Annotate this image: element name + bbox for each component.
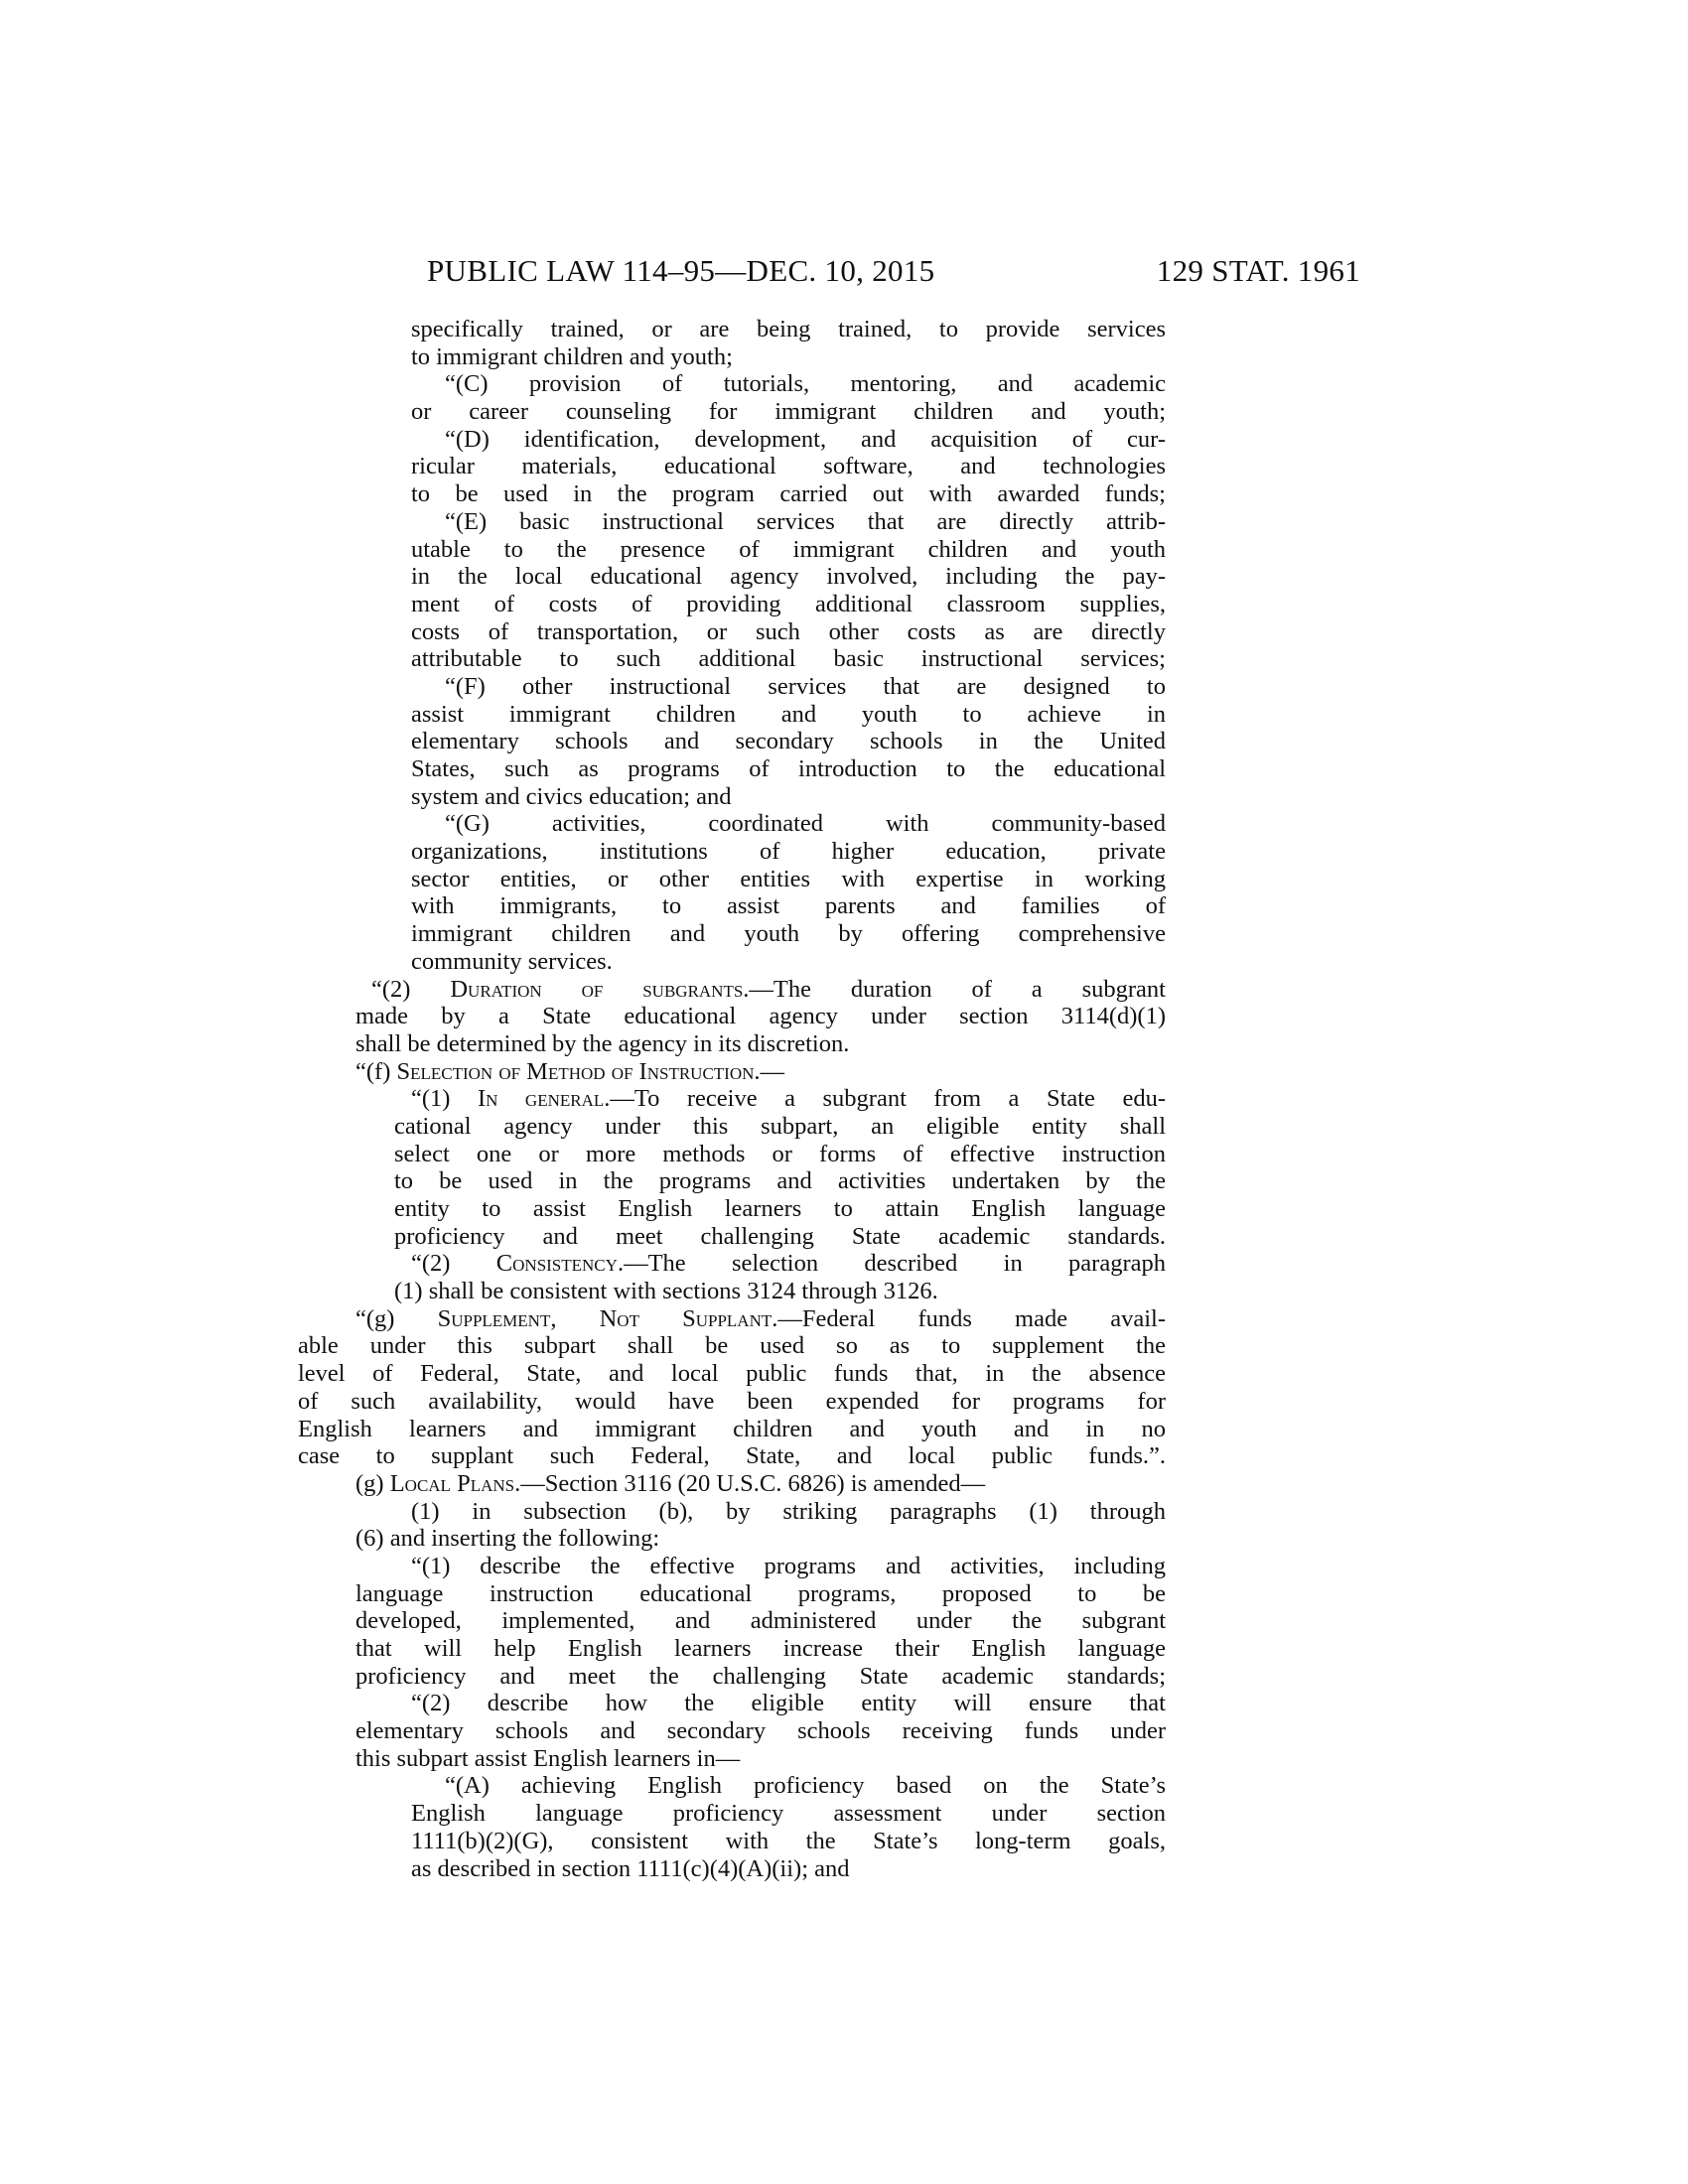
text-fragment: .— (754, 1057, 785, 1085)
subsection-selection-of-method (298, 1058, 1166, 1086)
text-line: to be used in the programs and activities undertaken by the (394, 1167, 1166, 1195)
text-line: sector entities, or other entities with expertise in working (411, 865, 1166, 892)
text-line: “(G) activities, coordinated with community-based (445, 810, 1166, 838)
text-line: “(A) achieving English proficiency based on the State’s (445, 1772, 1166, 1800)
text-line: community services. (411, 947, 613, 975)
text-fragment: .—Federal funds made avail- (772, 1304, 1166, 1332)
subsection-supplement-not-supplant (298, 1305, 1166, 1470)
running-header (427, 246, 1360, 296)
text-line: select one or more methods or forms of effective instruction (394, 1140, 1166, 1167)
subsection-heading: Supplement, Not Supplant (437, 1304, 773, 1332)
text-fragment: .—The duration of a subgrant (743, 975, 1166, 1003)
law-title: PUBLIC LAW 114–95—DEC. 10, 2015 (427, 253, 935, 288)
paragraph-consistency (298, 1250, 1166, 1304)
text-line: in the local educational agency involved, including the pay- (411, 563, 1166, 591)
text-line: made by a State educational agency under section 3114(d)(1) (355, 1003, 1166, 1030)
text-line: “(D) identification, development, and acquisition of cur- (445, 425, 1166, 453)
text-line: cational agency under this subpart, an eligible entity shall (394, 1112, 1166, 1140)
paragraph-lead: “(1) (411, 1085, 478, 1113)
text-line: of such availability, would have been expended for programs for (298, 1387, 1166, 1415)
text-line: assist immigrant children and youth to achieve in (411, 700, 1166, 728)
paragraph-heading: In general (477, 1085, 605, 1113)
subsection-heading: Local Plans (389, 1469, 515, 1497)
text-line: immigrant children and youth by offering comprehensive (411, 920, 1166, 948)
paragraph-lead: “(g) (355, 1304, 438, 1332)
paragraph-heading: Consistency (495, 1250, 618, 1278)
paragraph-in-general (298, 1085, 1166, 1250)
text-line (298, 1305, 1166, 1333)
text-line: system and civics education; and (411, 782, 732, 810)
text-line: level of Federal, State, and local public funds that, in the absence (298, 1360, 1166, 1388)
subparagraph-list (298, 316, 1166, 976)
text-line: this subpart assist English learners in— (355, 1744, 741, 1772)
text-line: proficiency and meet challenging State academic standards. (394, 1222, 1166, 1250)
text-line: organizations, institutions of higher education, private (411, 838, 1166, 866)
text-line: (6) and inserting the following: (355, 1525, 660, 1553)
paragraph-duration-of-subgrants (298, 976, 1166, 1058)
text-line: costs of transportation, or such other costs as are directly (411, 617, 1166, 645)
paragraph-lead: “(2) (371, 975, 451, 1003)
paragraph-lead: (g) (355, 1469, 390, 1497)
text-line: specifically trained, or are being trained, to provide services (411, 316, 1166, 342)
text-line: (1) in subsection (b), by striking paragraphs (1) through (411, 1497, 1166, 1525)
text-line (298, 1470, 1166, 1498)
paragraph-heading: Duration of subgrants (450, 975, 744, 1003)
text-line: utable to the presence of immigrant children and youth (411, 535, 1166, 563)
text-line: elementary schools and secondary schools in the United (411, 728, 1166, 755)
text-line: English learners and immigrant children and youth and in no (298, 1415, 1166, 1442)
text-line: that will help English learners increase their English language (355, 1635, 1166, 1662)
text-line: attributable to such additional basic instructional services; (411, 645, 1166, 673)
text-line: with immigrants, to assist parents and families of (411, 892, 1166, 920)
text-line: or career counseling for immigrant children and youth; (411, 398, 1166, 426)
text-line: “(1) describe the effective programs and activities, including (411, 1552, 1166, 1579)
text-line: developed, implemented, and administered under the subgrant (355, 1607, 1166, 1635)
text-line: proficiency and meet the challenging State academic standards; (355, 1662, 1166, 1690)
paragraph-lead: “(2) (411, 1250, 496, 1278)
text-line: “(2) describe how the eligible entity will ensure that (411, 1690, 1166, 1717)
text-line (298, 1085, 1166, 1113)
text-line: ricular materials, educational software, and technologies (411, 453, 1166, 480)
subsection-local-plans (298, 1470, 1166, 1882)
paragraph-lead: “(f) (355, 1057, 397, 1085)
text-line: to immigrant children and youth; (411, 342, 733, 370)
text-line: “(C) provision of tutorials, mentoring, and academic (445, 370, 1166, 398)
text-line: English language proficiency assessment under section (411, 1800, 1166, 1828)
text-fragment: .—To receive a subgrant from a State edu- (604, 1085, 1166, 1113)
text-line: States, such as programs of introduction to the educational (411, 755, 1166, 782)
text-line: ment of costs of providing additional classroom supplies, (411, 590, 1166, 617)
text-line: shall be determined by the agency in its discretion. (355, 1029, 850, 1057)
text-line (298, 1250, 1166, 1278)
text-line (298, 976, 1166, 1004)
text-line: 1111(b)(2)(G), consistent with the State’s long-term goals, (411, 1827, 1166, 1854)
text-line: “(F) other instructional services that are designed to (445, 672, 1166, 700)
text-line: (1) shall be consistent with sections 3124 through 3126. (394, 1278, 938, 1305)
text-line: as described in section 1111(c)(4)(A)(ii); and (411, 1854, 850, 1882)
text-line: to be used in the program carried out with awarded funds; (411, 480, 1166, 508)
text-fragment: .—The selection described in paragraph (617, 1250, 1166, 1278)
stat-page-number: 129 STAT. 1961 (1156, 253, 1360, 288)
subsection-heading: Selection of Method of Instruction (396, 1057, 755, 1085)
text-line (298, 1058, 1166, 1086)
text-line: elementary schools and secondary schools receiving funds under (355, 1717, 1166, 1745)
statute-body (298, 316, 1166, 1882)
text-line: able under this subpart shall be used so as to supplement the (298, 1332, 1166, 1360)
text-line: language instruction educational programs, proposed to be (355, 1579, 1166, 1607)
text-line: entity to assist English learners to attain English language (394, 1195, 1166, 1222)
text-fragment: .—Section 3116 (20 U.S.C. 6826) is amended— (514, 1469, 986, 1497)
text-line: “(E) basic instructional services that are directly attrib- (445, 507, 1166, 535)
text-line: case to supplant such Federal, State, and local public funds.”. (298, 1442, 1166, 1470)
